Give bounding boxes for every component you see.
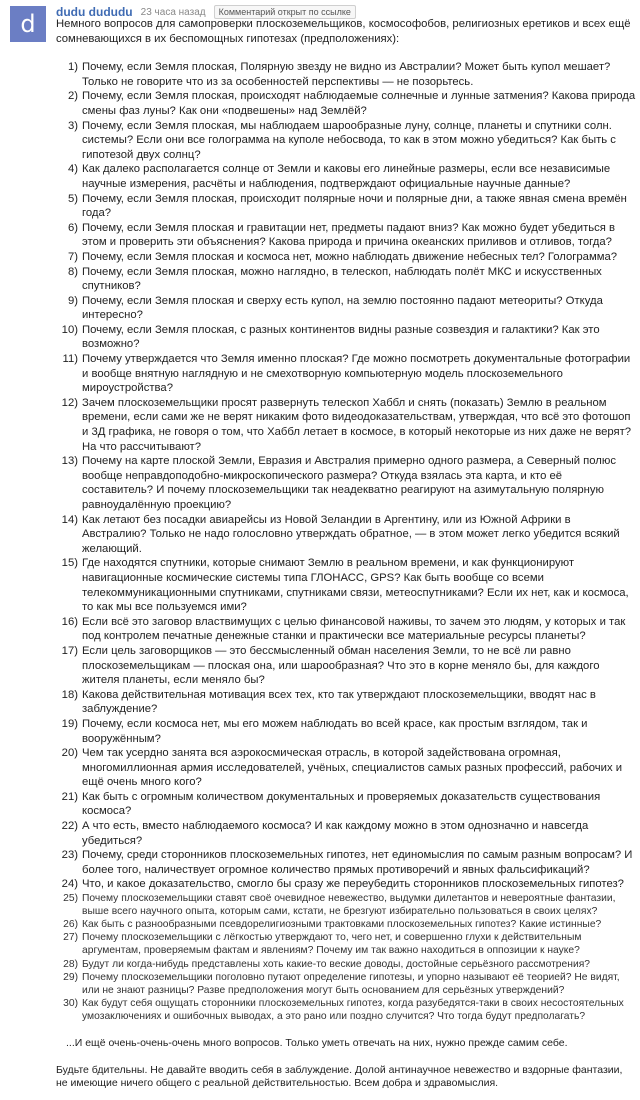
question-number: 28) (63, 958, 78, 970)
question-item (56, 688, 636, 717)
question-number: 11) (62, 353, 78, 366)
question-item (56, 848, 636, 877)
question-number: 4) (67, 163, 78, 176)
question-number: 21) (61, 790, 78, 803)
question-text: Зачем плоскоземельщики просят развернуть телескоп Хаббл и снять (показать) Землю в реальном времени, если сами же не верят никаким фото видеодоказательствам, утверждая, что всё это фотошоп и 3Д графика, не говоря о том, что Хаббл летает в космосе, в который некоторые из них даже не верят? На что рассчитывают? (82, 396, 632, 453)
question-item (56, 352, 636, 396)
comment-body (56, 17, 636, 1100)
question-item (56, 877, 636, 892)
question-item (56, 971, 636, 997)
author-link[interactable]: dudu dududu (56, 5, 133, 19)
question-number: 14) (61, 513, 78, 526)
question-item (56, 513, 636, 557)
question-number: 27) (63, 932, 78, 944)
question-number: 13) (61, 455, 78, 468)
question-number: 25) (63, 893, 78, 905)
question-item (56, 644, 636, 688)
questions-list-part2 (56, 892, 636, 1023)
question-text: Почему на карте плоской Земли, Евразия и Австралия примерно одного размера, а Северный полюс вообще неправдоподобно-микроскопического размера? Откуда взялась эта карта, и кто её составитель? И почему плоскоземельщики так неадекватно реагируют на азимутальную полярную равноудалённую проекцию? (82, 455, 617, 511)
question-number: 17) (61, 644, 78, 657)
closing-text: Будьте бдительны. Не давайте вводить себя в заблуждение. Долой антинаучное невежество и вздорные фантазии, не имеющие ничего общего с реальной действительностью. Всем добра и здравомыслия. (56, 1063, 623, 1089)
question-number: 9) (67, 294, 78, 307)
question-text: Почему, если Земля плоская, можно наглядно, в телескоп, наблюдать полёт МКС и искусственных спутников? (82, 265, 602, 293)
question-item (56, 294, 636, 323)
question-text: Почему плоскоземельщики ставят своё очевидное невежество, выдумки дилетантов и невероятные фантазии, выше всего научного опыта, которым сами, кстати, не брезгуют избирательно пользоваться в своих целях? (82, 893, 616, 918)
avatar[interactable] (10, 6, 46, 42)
question-number: 16) (61, 615, 78, 628)
question-item (56, 162, 636, 191)
question-text: Что, и какое доказательство, смогло бы сразу же переубедить сторонников плоскоземельных гипотез? (82, 878, 624, 891)
question-item (56, 892, 636, 918)
question-number: 30) (63, 997, 78, 1009)
question-text: Почему, если Земля плоская, Полярную звезду не видно из Австралии? Может быть купол мешает? Только не говорите что из за особенностей перспективы — не позорьтесь. (82, 61, 611, 88)
question-item (56, 396, 636, 454)
question-number: 19) (61, 717, 78, 730)
question-item (56, 790, 636, 819)
question-text: Какова действительная мотивация всех тех, кто так утверждают плоскоземельщики, вводят нас в заблуждение? (82, 688, 596, 716)
question-text: Почему плоскоземельщики поголовно путают определение гипотезы, и упорно называют её теорией? Не видят, или не знают разницы? Разве предположения могут быть основанием для серьёзных утверждений? (82, 971, 620, 996)
question-item (56, 221, 636, 250)
question-number: 18) (61, 688, 78, 701)
questions-list-part1 (56, 60, 636, 892)
question-item (56, 265, 636, 294)
question-number: 20) (61, 747, 78, 760)
question-number: 8) (67, 265, 78, 278)
question-item (56, 918, 636, 931)
question-number: 6) (67, 221, 78, 234)
question-number: 1) (67, 61, 78, 74)
question-text: Почему плоскоземельщики с лёгкостью утверждают то, чего нет, и совершенно глухи к действительным аргументам, проверяемым фактам и явлениям? Почему им так важно находиться в оппозиции к науке? (82, 932, 582, 957)
question-text: Чем так усердно занята вся аэрокосмическая отрасль, в которой задействована огромная, многомиллионная армия исследователей, учёных, специалистов самых разных профессий, рабочих и ещё очень много кого? (82, 747, 623, 789)
question-number: 24) (61, 878, 78, 891)
question-item (56, 192, 636, 221)
question-item (56, 250, 636, 265)
question-text: Почему, если Земля плоская, происходят наблюдаемые солнечные и лунные затмения? Какова природа смены фаз луны? Как они «подвешены» над Землёй? (82, 90, 636, 117)
question-text: Если всё это заговор властвимущих с целью финансовой наживы, то зачем это людям, у которых и так под контролем печатные денежные станки и практически все материальные ресурсы планеты? (82, 615, 626, 643)
question-item (56, 556, 636, 614)
question-text: Почему, если Земля плоская, с разных континентов видны разные созвездия и галактики? Как это возможно? (82, 323, 600, 351)
avatar-letter: d (20, 10, 36, 38)
question-item (56, 119, 636, 163)
question-number: 26) (63, 919, 78, 931)
question-text: Как быть с разнообразными псевдорелигиозными трактовками плоскоземельных гипотез? Какие истинные? (82, 919, 602, 931)
question-text: Почему, если Земля плоская и космоса нет, можно наблюдать движение небесных тел? Голограмма? (82, 250, 618, 263)
question-number: 2) (67, 90, 78, 103)
question-text: Как будут себя ощущать сторонники плоскоземельных гипотез, когда разубедятся-таки в своих несостоятельных умозаключениях и ошибочных выводах, а это рано или поздно случится? Что тогда будут предполагать? (82, 997, 624, 1022)
question-item (56, 931, 636, 957)
question-text: Почему, если Земля плоская и сверху есть купол, на землю постоянно падают метеориты? Откуда интересно? (82, 294, 603, 322)
question-item (56, 958, 636, 971)
question-item (56, 60, 636, 89)
question-number: 5) (67, 192, 78, 205)
question-item (56, 615, 636, 644)
question-text: Будут ли когда-нибудь представлены хоть какие-то веские доводы, достойные серьёзного рассмотрения? (82, 958, 590, 970)
question-item (56, 819, 636, 848)
question-text: Почему, если Земля плоская, мы наблюдаем шарообразные луну, солнце, планеты и спутники солн. системы? Если они все голограмма на куполе небосвода, то как в этом можно убедиться? Как быть с гипотезой двух солнц? (82, 119, 616, 161)
question-number: 12) (61, 396, 78, 409)
question-item (56, 746, 636, 790)
question-number: 10) (61, 323, 78, 336)
question-item (56, 89, 636, 118)
intro-text: Немного вопросов для самопроверки плоскоземельщиков, космософобов, религиозных еретиков и всех ещё сомневающихся в их беспомощных гипотезах (предположениях): (56, 18, 631, 45)
question-text: Как быть с огромным количеством документальных и проверяемых доказательств существования космоса? (82, 790, 601, 818)
question-item (56, 323, 636, 352)
question-item (56, 997, 636, 1023)
outro-text: ...И ещё очень-очень-очень много вопросов. Только уметь отвечать на них, нужно прежде самим себе. (66, 1036, 568, 1049)
question-text: Почему, если Земля плоская и гравитации нет, предметы падают вниз? Как можно будет убедиться в этом и проверить эти объяснения? Какова природа и причина океанских приливов и отливов, тогда? (82, 221, 616, 249)
question-text: Как летают без посадки авиарейсы из Новой Зеландии в Аргентину, или из Южной Африки в Австралию? Только не надо голословно утверждать обратное, — в этом может легко убедится всякий желающий. (82, 513, 620, 555)
timestamp[interactable]: 23 часа назад (140, 6, 206, 18)
question-text: А что есть, вместо наблюдаемого космоса? И как каждому можно в этом однозначно и навсегда убедиться? (82, 820, 589, 847)
question-number: 23) (61, 849, 78, 862)
question-item (56, 717, 636, 746)
question-text: Почему, если Земля плоская, происходит полярные ночи и полярные дни, а также явная смена времён года? (82, 192, 627, 220)
question-number: 22) (61, 820, 78, 833)
question-text: Почему, если космоса нет, мы его можем наблюдать во всей красе, как простым взглядом, так и вооружённым? (82, 717, 588, 745)
question-text: Где находятся спутники, которые снимают Землю в реальном времени, и как функционируют навигационные космические системы типа ГЛОНАСС, GPS? Как быть вообще со всеми телекоммуникационными спутниками, спутниками связи, метеоспутниками? Если их нет, как и космоса, то как мы все пользуемся ими? (82, 557, 629, 614)
question-number: 7) (67, 250, 78, 263)
question-text: Если цель заговорщиков — это бессмысленный обман населения Земли, то не всё ли равно плоскоземельщикам — плоская она, или шарообразная? Что это в корне меняло бы, для каждого жителя планеты, если меняло бы? (82, 644, 600, 687)
question-text: Почему, среди сторонников плоскоземельных гипотез, нет единомыслия по самым разным вопросам? И более того, наличествует огромное количество прямых противоречий и явных фальсификаций? (82, 849, 633, 876)
question-text: Как далеко располагается солнце от Земли и каковы его линейные размеры, если все независимые научные измерения, расчёты и наблюдения, подтверждают официальные научные данные? (82, 163, 611, 190)
permalink-badge: Комментарий открыт по ссылке (214, 5, 356, 19)
question-text: Почему утверждается что Земля именно плоская? Где можно посмотреть документальные фотографии и вообще внятную наглядную и не смехотворную компьютерную модель плоскоземельного мироустройства? (82, 353, 631, 395)
question-number: 29) (63, 971, 78, 983)
question-number: 15) (61, 557, 78, 570)
question-item (56, 454, 636, 512)
question-number: 3) (67, 119, 78, 132)
